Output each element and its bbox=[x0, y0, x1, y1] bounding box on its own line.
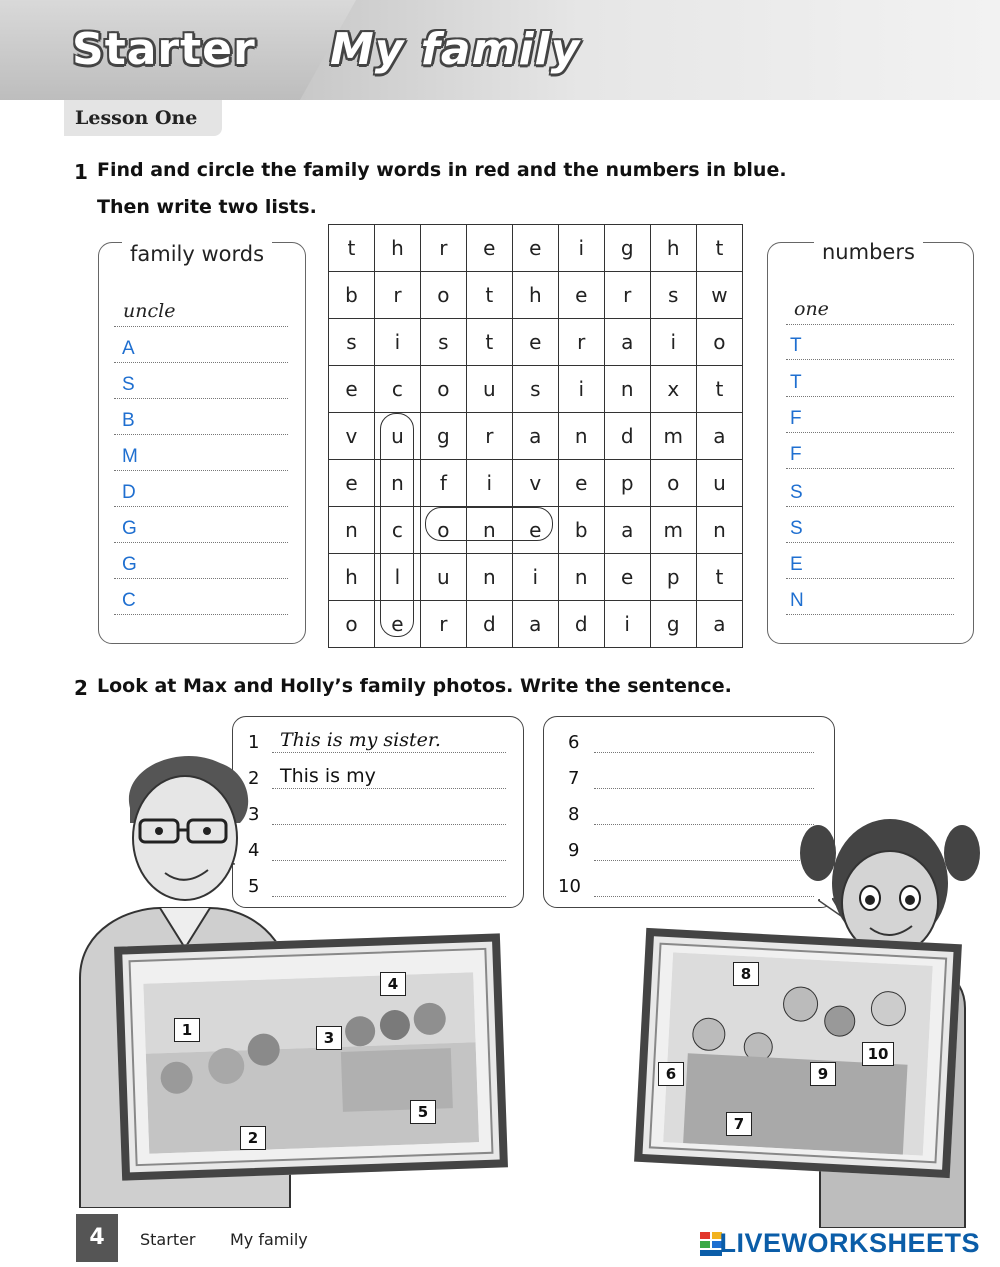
number-answer-line[interactable] bbox=[786, 368, 954, 397]
grid-letter[interactable]: c bbox=[374, 507, 420, 554]
grid-letter[interactable]: e bbox=[512, 507, 558, 554]
lesson-label: Lesson One bbox=[75, 107, 198, 129]
grid-letter[interactable]: h bbox=[650, 225, 696, 272]
grid-letter[interactable]: g bbox=[650, 601, 696, 648]
grid-letter[interactable]: b bbox=[558, 507, 604, 554]
grid-letter[interactable]: r bbox=[420, 601, 466, 648]
family-word-answer-line[interactable] bbox=[114, 406, 288, 435]
grid-letter[interactable]: t bbox=[696, 554, 742, 601]
grid-letter[interactable]: r bbox=[466, 413, 512, 460]
grid-letter[interactable]: a bbox=[604, 319, 650, 366]
grid-row bbox=[329, 366, 743, 413]
exercise-1-number: 1 bbox=[74, 160, 88, 184]
grid-letter[interactable]: f bbox=[420, 460, 466, 507]
grid-letter[interactable]: o bbox=[696, 319, 742, 366]
family-words-example: uncle bbox=[123, 300, 176, 322]
grid-letter[interactable]: s bbox=[329, 319, 375, 366]
photo-label-8: 8 bbox=[733, 962, 759, 986]
grid-letter[interactable]: i bbox=[604, 601, 650, 648]
grid-letter[interactable]: x bbox=[650, 366, 696, 413]
page-number: 4 bbox=[76, 1214, 118, 1262]
grid-letter[interactable]: u bbox=[696, 460, 742, 507]
grid-letter[interactable]: e bbox=[512, 319, 558, 366]
holly-family-photo bbox=[634, 928, 962, 1178]
grid-letter[interactable]: v bbox=[329, 413, 375, 460]
family-word-answer-line[interactable] bbox=[114, 478, 288, 507]
grid-letter[interactable]: t bbox=[329, 225, 375, 272]
grid-letter[interactable]: a bbox=[696, 601, 742, 648]
sentence-example: This is my sister. bbox=[280, 729, 441, 751]
sentence-number: 8 bbox=[568, 804, 580, 825]
number-answer-line[interactable] bbox=[786, 440, 954, 469]
numbers-label: numbers bbox=[814, 240, 923, 264]
sentence-number: 1 bbox=[248, 732, 260, 753]
number-answer-line[interactable] bbox=[786, 404, 954, 433]
grid-letter[interactable]: i bbox=[650, 319, 696, 366]
grid-letter[interactable]: m bbox=[650, 507, 696, 554]
number-answer[interactable]: E bbox=[790, 554, 803, 575]
sentence-number: 3 bbox=[248, 804, 260, 825]
exercise-2-instruction: Look at Max and Holly’s family photos. Write the sentence. bbox=[97, 675, 732, 697]
exercise-2-number: 2 bbox=[74, 676, 88, 700]
grid-row bbox=[329, 319, 743, 366]
sentence-number: 10 bbox=[558, 876, 581, 897]
number-answer[interactable]: F bbox=[790, 444, 802, 465]
grid-letter[interactable]: m bbox=[650, 413, 696, 460]
unit-title-starter: Starter bbox=[72, 24, 256, 75]
photo-label-10: 10 bbox=[862, 1042, 894, 1066]
circled-word-uncle bbox=[380, 413, 414, 637]
grid-letter[interactable]: c bbox=[374, 366, 420, 413]
liveworksheets-watermark[interactable]: LIVEWORKSHEETS bbox=[719, 1228, 980, 1258]
number-answer-line[interactable] bbox=[786, 514, 954, 543]
sentence-answer-line[interactable] bbox=[594, 766, 814, 789]
grid-letter[interactable]: o bbox=[420, 366, 466, 413]
number-answer[interactable]: F bbox=[790, 408, 802, 429]
grid-letter[interactable]: r bbox=[604, 272, 650, 319]
grid-row bbox=[329, 272, 743, 319]
grid-letter[interactable]: d bbox=[604, 413, 650, 460]
grid-letter[interactable]: g bbox=[604, 225, 650, 272]
family-words-label: family words bbox=[122, 242, 272, 266]
family-word-answer-line[interactable] bbox=[114, 586, 288, 615]
photo-label-3: 3 bbox=[316, 1026, 342, 1050]
grid-letter[interactable]: s bbox=[420, 319, 466, 366]
grid-letter[interactable]: p bbox=[604, 460, 650, 507]
grid-letter[interactable]: s bbox=[650, 272, 696, 319]
sentence-answer[interactable]: This is my bbox=[280, 765, 376, 787]
grid-letter[interactable]: o bbox=[420, 272, 466, 319]
grid-letter[interactable]: a bbox=[696, 413, 742, 460]
grid-letter[interactable]: n bbox=[558, 413, 604, 460]
family-word-answer-line[interactable] bbox=[114, 370, 288, 399]
family-word-answer[interactable]: M bbox=[122, 446, 138, 467]
exercise-1-instruction-line1: Find and circle the family words in red and the numbers in blue. bbox=[97, 159, 787, 181]
family-word-answer-line[interactable] bbox=[114, 334, 288, 363]
grid-letter[interactable]: t bbox=[696, 225, 742, 272]
grid-letter[interactable]: e bbox=[329, 460, 375, 507]
grid-letter[interactable]: b bbox=[329, 272, 375, 319]
grid-letter[interactable]: r bbox=[374, 272, 420, 319]
grid-letter[interactable]: t bbox=[466, 319, 512, 366]
grid-letter[interactable]: e bbox=[466, 225, 512, 272]
grid-letter[interactable]: o bbox=[329, 601, 375, 648]
grid-letter[interactable]: i bbox=[466, 460, 512, 507]
grid-letter[interactable]: o bbox=[650, 460, 696, 507]
photo-label-9: 9 bbox=[810, 1062, 836, 1086]
sentence-answer-line[interactable] bbox=[594, 838, 814, 861]
grid-row bbox=[329, 225, 743, 272]
grid-letter[interactable]: p bbox=[650, 554, 696, 601]
sentence-number: 2 bbox=[248, 768, 260, 789]
grid-letter[interactable]: a bbox=[512, 601, 558, 648]
number-answer-line[interactable] bbox=[786, 550, 954, 579]
family-word-answer[interactable]: D bbox=[122, 482, 136, 503]
grid-letter[interactable]: t bbox=[696, 366, 742, 413]
number-answer[interactable]: S bbox=[790, 518, 803, 539]
max-family-scene bbox=[143, 972, 479, 1153]
grid-letter[interactable]: l bbox=[374, 554, 420, 601]
grid-letter[interactable]: d bbox=[558, 601, 604, 648]
sentence-number: 4 bbox=[248, 840, 260, 861]
grid-letter[interactable]: r bbox=[558, 319, 604, 366]
grid-letter[interactable]: h bbox=[374, 225, 420, 272]
sentence-answer-line[interactable] bbox=[594, 730, 814, 753]
grid-letter[interactable]: u bbox=[374, 413, 420, 460]
number-answer[interactable]: S bbox=[790, 482, 803, 503]
family-word-answer[interactable]: C bbox=[122, 590, 136, 611]
grid-letter[interactable]: a bbox=[512, 413, 558, 460]
sentence-number: 9 bbox=[568, 840, 580, 861]
unit-title-my-family: My family bbox=[330, 24, 581, 75]
number-answer[interactable]: T bbox=[790, 372, 802, 393]
photo-label-7: 7 bbox=[726, 1112, 752, 1136]
grid-letter[interactable]: u bbox=[420, 554, 466, 601]
grid-letter[interactable]: h bbox=[512, 272, 558, 319]
grid-letter[interactable]: e bbox=[374, 601, 420, 648]
grid-letter[interactable]: n bbox=[604, 366, 650, 413]
family-word-answer-line[interactable] bbox=[114, 442, 288, 471]
grid-letter[interactable]: n bbox=[466, 554, 512, 601]
number-answer-line[interactable] bbox=[786, 586, 954, 615]
grid-letter[interactable]: i bbox=[558, 366, 604, 413]
grid-letter[interactable]: e bbox=[604, 554, 650, 601]
number-answer-line[interactable] bbox=[786, 331, 954, 360]
grid-letter[interactable]: e bbox=[558, 272, 604, 319]
photo-label-4: 4 bbox=[380, 972, 406, 996]
grid-letter[interactable]: r bbox=[420, 225, 466, 272]
grid-letter[interactable]: n bbox=[558, 554, 604, 601]
grid-letter[interactable]: a bbox=[604, 507, 650, 554]
grid-letter[interactable]: u bbox=[466, 366, 512, 413]
exercise-1-instruction-line2: Then write two lists. bbox=[97, 196, 317, 218]
grid-letter[interactable]: g bbox=[420, 413, 466, 460]
photo-label-1: 1 bbox=[174, 1018, 200, 1042]
grid-letter[interactable]: o bbox=[420, 507, 466, 554]
family-word-answer[interactable]: B bbox=[122, 410, 135, 431]
family-word-answer[interactable]: G bbox=[122, 518, 137, 539]
grid-letter[interactable]: s bbox=[512, 366, 558, 413]
sentence-answer-line[interactable] bbox=[594, 802, 814, 825]
grid-letter[interactable]: i bbox=[374, 319, 420, 366]
footer-topic: My family bbox=[230, 1230, 308, 1249]
sentence-number: 6 bbox=[568, 732, 580, 753]
photo-label-6: 6 bbox=[658, 1062, 684, 1086]
family-word-answer[interactable]: G bbox=[122, 554, 137, 575]
number-answer-line[interactable] bbox=[786, 478, 954, 507]
grid-letter[interactable]: d bbox=[466, 601, 512, 648]
grid-letter[interactable]: n bbox=[374, 460, 420, 507]
grid-letter[interactable]: v bbox=[512, 460, 558, 507]
numbers-example: one bbox=[794, 298, 829, 320]
grid-letter[interactable]: n bbox=[696, 507, 742, 554]
photo-label-2: 2 bbox=[240, 1126, 266, 1150]
sentence-number: 7 bbox=[568, 768, 580, 789]
grid-letter[interactable]: i bbox=[512, 554, 558, 601]
family-word-answer-line[interactable] bbox=[114, 550, 288, 579]
grid-letter[interactable]: n bbox=[466, 507, 512, 554]
grid-letter[interactable]: n bbox=[329, 507, 375, 554]
grid-letter[interactable]: w bbox=[696, 272, 742, 319]
footer-section: Starter bbox=[140, 1230, 196, 1249]
circled-word-one bbox=[425, 507, 553, 541]
photo-label-5: 5 bbox=[410, 1100, 436, 1124]
number-answer[interactable]: T bbox=[790, 335, 802, 356]
grid-letter[interactable]: h bbox=[329, 554, 375, 601]
sentence-number: 5 bbox=[248, 876, 260, 897]
family-word-answer[interactable]: S bbox=[122, 374, 135, 395]
grid-letter[interactable]: e bbox=[512, 225, 558, 272]
grid-letter[interactable]: t bbox=[466, 272, 512, 319]
family-word-answer[interactable]: A bbox=[122, 338, 135, 359]
family-word-answer-line[interactable] bbox=[114, 514, 288, 543]
grid-letter[interactable]: i bbox=[558, 225, 604, 272]
max-family-photo bbox=[114, 933, 508, 1180]
grid-letter[interactable]: e bbox=[558, 460, 604, 507]
number-answer[interactable]: N bbox=[790, 590, 804, 611]
sentence-answer-line[interactable] bbox=[594, 874, 814, 897]
grid-letter[interactable]: e bbox=[329, 366, 375, 413]
